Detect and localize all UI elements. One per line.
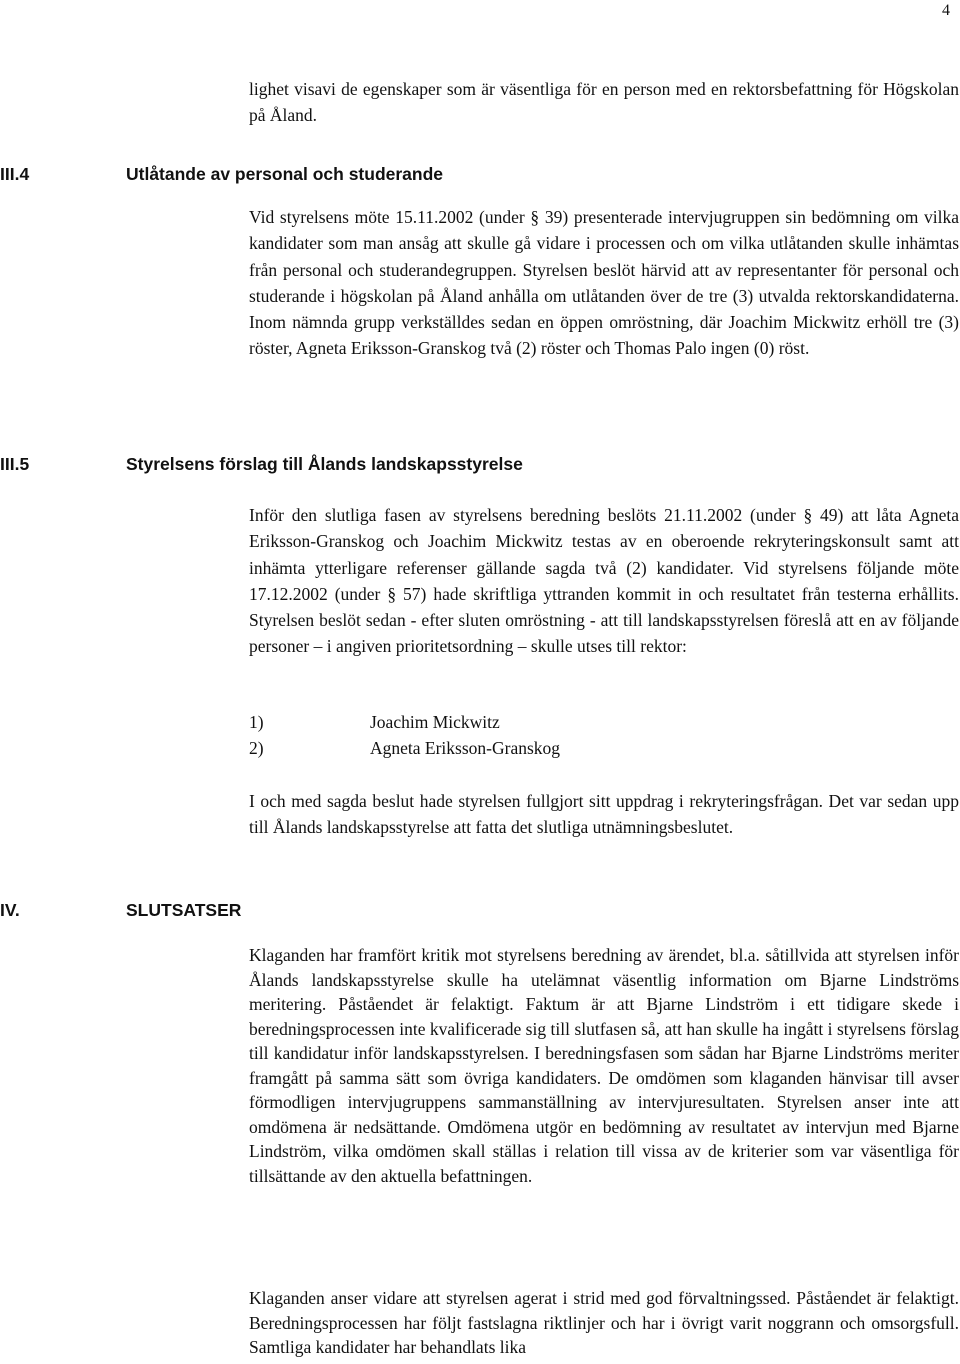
section-iv-paragraph-2: Klaganden anser vidare att styrelsen agerat i strid med god förvaltningssed. Påståendet är felaktigt. Beredningsprocessen har följt fastslagna riktlinjer och har i övrigt varit noggrann och omsorgsfull. Samtliga kandidater har behandlats lika [249,1288,959,1357]
list-item-name: Agneta Eriksson-Granskog [370,738,561,758]
section-title-iv: SLUTSATSER [126,900,242,920]
section-iv-paragraph-1: Klaganden har framfört kritik mot styrelsens beredning av ärendet, bl.a. såtillvida att styrelsen inför Ålands landskapsstyrelse skulle ha utelämnat väsentlig information om Bjarne Lindströms meritering. Påståendet är felaktigt. Faktum är att Bjarne Lindström i ett tidigare skede i beredningsprocessen inte kvalificerade sig till slutfasen så, att han skulle ha ingått i styrelsens förslag till kandidatur inför landskapsstyrelsen. I beredningsfasen som sådan har Bjarne Lindströms meriter framgått på samma sätt som övriga kandidaters. De omdömen som klaganden hänvisar till avser förmodligen intervjugruppens sammanställning av intervjuresultaten. Styrelsen anser inte att omdömena är nedsättande. Omdömena utgör en bedömning av resultatet av intervjun med Bjarne Lindström, vilka omdömen skall ställas i relation till vissa av de kriterier som var väsentliga för tillsättande av den aktuella befattningen. [249,945,959,1186]
section-iii-4-paragraph: Vid styrelsens möte 15.11.2002 (under § 39) presenterade intervjugruppen sin bedömning om vilka kandidater som man ansåg att skulle gå vidare i processen och om vilka utlåtanden skulle inhämtas från personal och studerandegruppen. Styrelsen beslöt härvid att av representanter för personal och studerande i högskolan på Åland anhålla om utlåtanden över de tre (3) utvalda rektorskandidaterna. Inom nämnda grupp verkställdes sedan en öppen omröstning, där Joachim Mickwitz erhöll tre (3) röster, Agneta Eriksson-Granskog två (2) röster och Thomas Palo ingen (0) röst. [249,207,959,359]
page-number: 4 [942,2,950,19]
section-number-iii-5: III.5 [0,454,30,474]
section-title-iii-4: Utlåtande av personal och studerande [126,164,444,184]
candidate-list-item [249,709,500,735]
section-number-iv: IV. [0,900,20,920]
section-number-iii-4: III.4 [0,164,30,184]
section-iii-5-paragraph-2: I och med sagda beslut hade styrelsen fullgjort sitt uppdrag i rekryteringsfrågan. Det var sedan upp till Ålands landskapsstyrelse att fatta det slutliga utnämningsbeslutet. [249,791,959,838]
candidate-list-item [249,735,560,761]
list-item-number: 1) [249,712,264,732]
list-item-name: Joachim Mickwitz [370,712,500,732]
intro-paragraph: lighet visavi de egenskaper som är väsentliga för en person med en rektorsbefattning för Högskolan på Åland. [249,79,959,126]
section-iii-5-paragraph-1: Inför den slutliga fasen av styrelsens beredning beslöts 21.11.2002 (under § 49) att låta Agneta Eriksson-Granskog och Joachim Mickwitz testas av en oberoende rekryteringskonsult samt att inhämta ytterligare referenser gällande sagda två (2) kandidater. Vid styrelsens följande möte 17.12.2002 (under § 57) hade skriftliga yttranden kommit in och resultatet från testerna erhållits. Styrelsen beslöt sedan - efter sluten omröstning - att till landskapsstyrelsen föreslå att en av följande personer – i angiven prioritetsordning – skulle utses till rektor: [249,505,959,657]
list-item-number: 2) [249,738,264,758]
section-title-iii-5: Styrelsens förslag till Ålands landskapsstyrelse [126,454,523,474]
